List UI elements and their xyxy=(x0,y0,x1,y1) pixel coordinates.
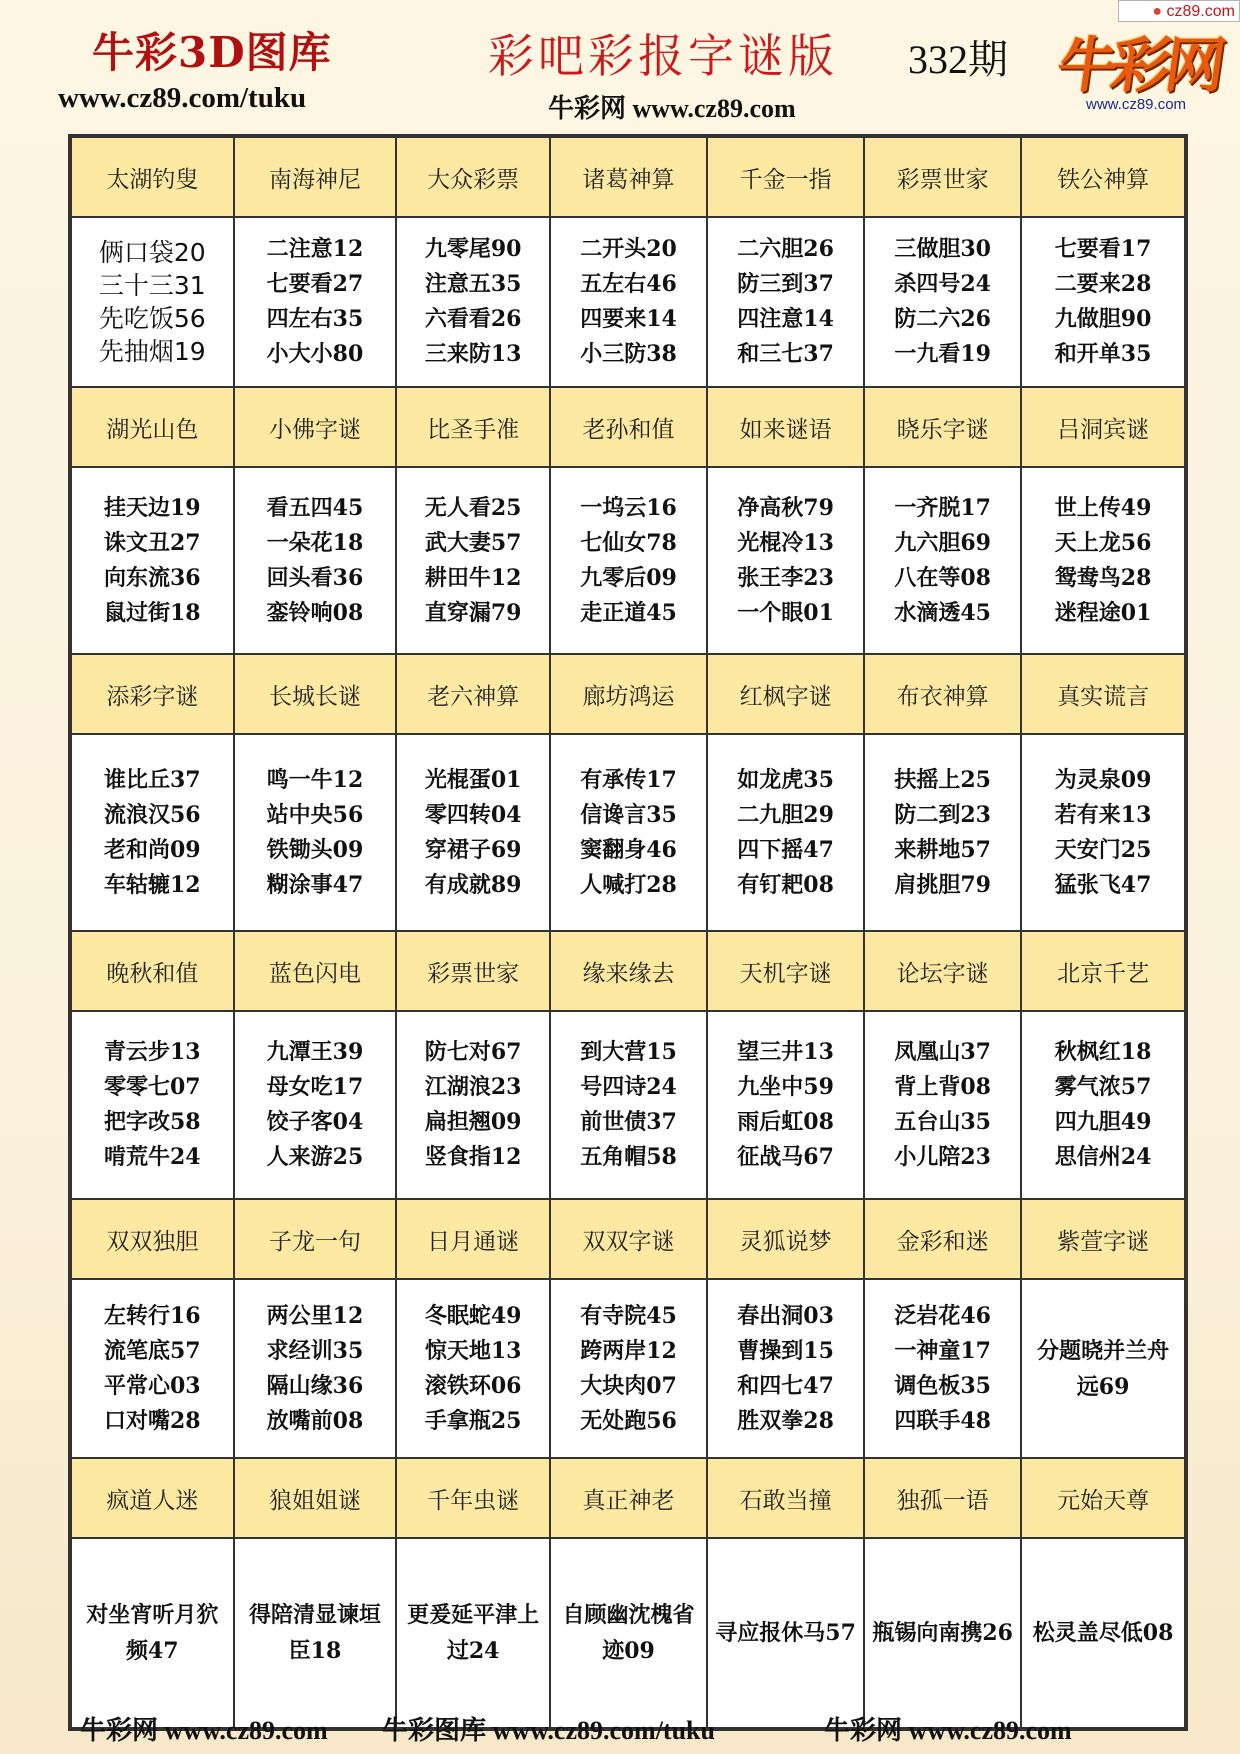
riddle-line: 雨后虹08 xyxy=(737,1109,834,1135)
riddle-line: 防二六26 xyxy=(894,306,991,332)
riddle-line: 春出洞03 xyxy=(737,1302,834,1329)
cell-content xyxy=(234,1538,397,1728)
site-url-link[interactable]: www.cz89.com/tuku xyxy=(58,82,307,114)
cell-title: 元始天尊 xyxy=(1021,1458,1185,1538)
riddle-line: 得陪清显谏垣 xyxy=(248,1602,381,1628)
riddle-line: 手拿瓶25 xyxy=(424,1407,522,1434)
cell-content xyxy=(71,1279,234,1458)
cell-title: 小佛字谜 xyxy=(234,387,397,467)
riddle-line: 啃荒牛24 xyxy=(104,1144,201,1170)
riddle-line: 防三到37 xyxy=(737,271,834,297)
cell-title: 如来谜语 xyxy=(707,387,864,467)
riddle-line: 跨两岸12 xyxy=(580,1337,677,1364)
cell-title: 灵狐说梦 xyxy=(707,1199,864,1279)
cell-title: 疯道人迷 xyxy=(71,1458,234,1538)
riddle-line: 八在等08 xyxy=(894,564,991,591)
cell-title: 石敢当撞 xyxy=(707,1458,864,1538)
cell-content xyxy=(234,467,397,654)
riddle-line: 九潭王39 xyxy=(266,1039,364,1065)
riddle-line: 平常心03 xyxy=(104,1372,201,1399)
footer-left[interactable] xyxy=(80,1710,328,1747)
riddle-line: 秋枫红18 xyxy=(1054,1039,1152,1065)
cell-title: 铁公神算 xyxy=(1021,137,1185,217)
footer-middle-url: www.cz89.com/tuku xyxy=(492,1716,715,1745)
footer-middle[interactable] xyxy=(382,1710,715,1747)
riddle-line: 二九胆29 xyxy=(737,801,834,828)
riddle-line: 世上传49 xyxy=(1054,494,1152,521)
footer-right-url: www.cz89.com xyxy=(908,1716,1072,1745)
riddle-line: 分题晓并兰舟 xyxy=(1037,1337,1170,1364)
riddle-line: 四要来14 xyxy=(580,306,677,332)
cell-title: 老孙和值 xyxy=(550,387,707,467)
riddle-line: 向东流36 xyxy=(104,564,201,591)
content-row xyxy=(71,734,1185,931)
riddle-line: 杀四号24 xyxy=(894,271,991,297)
footer-left-url: www.cz89.com xyxy=(164,1716,328,1745)
riddle-line: 一个眼01 xyxy=(737,599,834,626)
riddle-line: 前世债37 xyxy=(580,1109,677,1135)
riddle-line: 一齐脱17 xyxy=(894,494,991,521)
riddle-line: 直穿漏79 xyxy=(424,599,522,626)
cell-title: 北京千艺 xyxy=(1021,931,1185,1011)
logo-url: www.cz89.com xyxy=(1086,96,1187,113)
riddle-line: 有寺院45 xyxy=(580,1302,677,1329)
cell-content xyxy=(1021,1279,1185,1458)
cell-content xyxy=(550,1538,707,1728)
riddle-line: 诛文丑27 xyxy=(104,529,201,556)
cell-title: 长城长谜 xyxy=(234,654,397,734)
cell-content xyxy=(1021,1011,1185,1199)
riddle-line: 和三七37 xyxy=(737,341,834,367)
riddle-line: 迹09 xyxy=(602,1638,655,1664)
riddle-line: 零零七07 xyxy=(104,1074,201,1100)
riddle-grid xyxy=(68,134,1188,1731)
riddle-line: 放嘴前08 xyxy=(266,1407,364,1434)
riddle-line: 冬眠蛇49 xyxy=(424,1302,522,1329)
cell-content xyxy=(396,467,550,654)
cell-title: 添彩字谜 xyxy=(71,654,234,734)
header-sub-url[interactable]: 牛彩网 www.cz89.com xyxy=(548,94,796,123)
riddle-line: 糊涂事47 xyxy=(266,871,364,898)
cell-title: 彩票世家 xyxy=(396,931,550,1011)
riddle-line: 耕田牛12 xyxy=(424,564,522,591)
riddle-line: 流浪汉56 xyxy=(104,801,201,828)
riddle-line: 四左右35 xyxy=(266,306,364,332)
riddle-line: 无处跑56 xyxy=(580,1407,677,1434)
logo-tag-text: cz89.com xyxy=(1166,3,1235,20)
riddle-line: 和四七47 xyxy=(737,1372,834,1399)
riddle-line: 一神童17 xyxy=(894,1337,991,1364)
riddle-line: 九零后09 xyxy=(580,564,677,591)
riddle-line: 一九看19 xyxy=(894,341,991,367)
content-row xyxy=(71,217,1185,387)
riddle-line: 调色板35 xyxy=(894,1372,991,1399)
riddle-line: 九六胆69 xyxy=(894,529,991,556)
riddle-line: 若有来13 xyxy=(1054,801,1152,828)
riddle-line: 防七对67 xyxy=(424,1039,522,1065)
riddle-line: 瓶锡向南携26 xyxy=(872,1620,1013,1646)
riddle-line: 为灵泉09 xyxy=(1054,766,1152,793)
cell-content xyxy=(234,1011,397,1199)
cell-content xyxy=(71,1011,234,1199)
riddle-line: 思信州24 xyxy=(1054,1144,1152,1170)
footer-right[interactable] xyxy=(824,1710,1072,1747)
site-logo[interactable] xyxy=(1046,12,1232,122)
riddle-line: 鸳鸯鸟28 xyxy=(1054,564,1152,591)
cell-title: 比圣手准 xyxy=(396,387,550,467)
cell-content xyxy=(396,1011,550,1199)
cell-content xyxy=(707,467,864,654)
cell-content xyxy=(234,734,397,931)
cell-content xyxy=(550,467,707,654)
riddle-line: 先吃饭56 xyxy=(98,304,206,333)
riddle-line: 到大营15 xyxy=(580,1039,677,1065)
cell-title: 子龙一句 xyxy=(234,1199,397,1279)
riddle-line: 背上背08 xyxy=(894,1074,991,1100)
riddle-line: 迷程途01 xyxy=(1054,599,1152,626)
cell-content xyxy=(1021,217,1185,387)
cell-content xyxy=(1021,734,1185,931)
riddle-line: 三做胆30 xyxy=(894,236,991,262)
cell-title: 布衣神算 xyxy=(864,654,1021,734)
cell-content xyxy=(1021,1538,1185,1728)
riddle-line: 有成就89 xyxy=(424,871,522,898)
riddle-line: 张王李23 xyxy=(737,564,834,591)
cell-content xyxy=(71,1538,234,1728)
riddle-line: 四联手48 xyxy=(894,1407,991,1434)
riddle-line: 先抽烟19 xyxy=(98,337,206,366)
riddle-line: 三来防13 xyxy=(424,341,522,367)
riddle-line: 防二到23 xyxy=(894,801,991,828)
riddle-line: 天上龙56 xyxy=(1054,529,1152,556)
cell-title: 南海神尼 xyxy=(234,137,397,217)
riddle-line: 人喊打28 xyxy=(580,871,677,898)
header-row xyxy=(71,137,1185,217)
riddle-line: 四注意14 xyxy=(737,306,834,332)
document-title: 彩吧彩报字谜版 xyxy=(488,29,838,83)
cell-title: 日月通谜 xyxy=(396,1199,550,1279)
riddle-line: 信谗言35 xyxy=(580,801,677,828)
riddle-line: 谁比丘37 xyxy=(104,766,201,793)
cell-title: 湖光山色 xyxy=(71,387,234,467)
riddle-line: 口对嘴28 xyxy=(104,1407,201,1434)
riddle-table xyxy=(70,136,1186,1729)
riddle-line: 穿裙子69 xyxy=(424,836,522,863)
riddle-line: 四下摇47 xyxy=(737,836,834,863)
cell-title: 狼姐姐谜 xyxy=(234,1458,397,1538)
cell-title: 独孤一语 xyxy=(864,1458,1021,1538)
cell-title: 双双独胆 xyxy=(71,1199,234,1279)
riddle-line: 七仙女78 xyxy=(580,529,677,556)
riddle-line: 胜双拳28 xyxy=(737,1407,834,1434)
riddle-line: 臣18 xyxy=(288,1638,342,1664)
riddle-line: 小儿陪23 xyxy=(894,1144,991,1170)
riddle-line: 走正道45 xyxy=(580,599,677,626)
riddle-line: 小大小80 xyxy=(266,341,364,367)
riddle-line: 更爰延平津上 xyxy=(407,1602,540,1628)
riddle-line: 鸣一牛12 xyxy=(266,766,364,793)
riddle-line: 母女吃17 xyxy=(266,1074,364,1100)
riddle-line: 大块肉07 xyxy=(580,1372,677,1399)
riddle-line: 四九胆49 xyxy=(1054,1109,1152,1135)
riddle-line: 老和尚09 xyxy=(104,836,201,863)
riddle-line: 两公里12 xyxy=(266,1302,364,1329)
riddle-line: 挂天边19 xyxy=(104,494,201,521)
cell-content xyxy=(707,734,864,931)
riddle-line: 远69 xyxy=(1076,1373,1130,1400)
riddle-line: 雾气浓57 xyxy=(1054,1074,1152,1100)
riddle-line: 松灵盖尽低08 xyxy=(1032,1620,1174,1646)
riddle-line: 江湖浪23 xyxy=(424,1074,522,1100)
riddle-line: 滚铁环06 xyxy=(424,1372,522,1399)
riddle-line: 光棍蛋01 xyxy=(424,766,522,793)
riddle-line: 九零尾90 xyxy=(424,236,522,262)
riddle-line: 和开单35 xyxy=(1054,341,1152,367)
cell-title: 太湖钓叟 xyxy=(71,137,234,217)
riddle-line: 如龙虎35 xyxy=(737,766,834,793)
riddle-line: 窦翻身46 xyxy=(580,836,677,863)
header-row xyxy=(71,1199,1185,1279)
riddle-line: 惊天地13 xyxy=(424,1337,522,1364)
riddle-line: 五左右46 xyxy=(580,271,677,297)
riddle-line: 自顾幽沈槐省 xyxy=(562,1602,695,1628)
site-title: 牛彩3D图库 xyxy=(92,28,332,77)
cell-title: 真实谎言 xyxy=(1021,654,1185,734)
riddle-line: 小三防38 xyxy=(580,341,677,367)
riddle-line: 号四诗24 xyxy=(580,1074,677,1100)
cell-title: 老六神算 xyxy=(396,654,550,734)
riddle-line: 一朵花18 xyxy=(266,529,364,556)
cell-title: 廊坊鸿运 xyxy=(550,654,707,734)
cell-content xyxy=(707,1279,864,1458)
riddle-line: 九坐中59 xyxy=(737,1074,834,1100)
cell-title: 晓乐字谜 xyxy=(864,387,1021,467)
riddle-line: 水滴透45 xyxy=(894,599,991,626)
riddle-line: 扶摇上25 xyxy=(894,766,991,793)
cell-title: 真正神老 xyxy=(550,1458,707,1538)
riddle-line: 把字改58 xyxy=(104,1109,201,1135)
cell-content xyxy=(396,1538,550,1728)
cell-content xyxy=(864,217,1021,387)
riddle-line: 有钉耙08 xyxy=(737,871,834,898)
cell-title: 千年虫谜 xyxy=(396,1458,550,1538)
riddle-line: 有承传17 xyxy=(580,766,677,793)
riddle-line: 站中央56 xyxy=(266,801,364,828)
riddle-line: 回头看36 xyxy=(266,564,364,591)
cell-content xyxy=(1021,467,1185,654)
riddle-line: 净高秋79 xyxy=(737,494,834,521)
riddle-line: 对坐宵听月狖 xyxy=(86,1602,219,1628)
cell-content xyxy=(864,467,1021,654)
footer-right-name: 牛彩网 xyxy=(824,1716,903,1746)
cell-title: 论坛字谜 xyxy=(864,931,1021,1011)
riddle-line: 零四转04 xyxy=(424,801,522,828)
riddle-line: 三十三31 xyxy=(98,271,206,300)
cell-title: 蓝色闪电 xyxy=(234,931,397,1011)
content-row xyxy=(71,1538,1185,1728)
content-row xyxy=(71,467,1185,654)
dot-icon: ● xyxy=(1152,3,1167,20)
cell-content xyxy=(550,734,707,931)
header-row xyxy=(71,654,1185,734)
cell-title: 天机字谜 xyxy=(707,931,864,1011)
cell-content xyxy=(707,1011,864,1199)
cell-content xyxy=(396,1279,550,1458)
cell-content xyxy=(234,217,397,387)
cell-title: 诸葛神算 xyxy=(550,137,707,217)
riddle-line: 无人看25 xyxy=(424,494,522,521)
cell-title: 缘来缘去 xyxy=(550,931,707,1011)
cell-content xyxy=(71,734,234,931)
riddle-line: 左转行16 xyxy=(104,1302,201,1329)
riddle-line: 曹操到15 xyxy=(737,1337,834,1364)
riddle-line: 寻应报休马57 xyxy=(715,1620,856,1646)
riddle-line: 鼠过街18 xyxy=(104,599,201,626)
content-row xyxy=(71,1011,1185,1199)
riddle-line: 銮铃响08 xyxy=(266,599,364,626)
cell-content xyxy=(864,1011,1021,1199)
riddle-line: 青云步13 xyxy=(104,1039,201,1065)
riddle-line: 流笔底57 xyxy=(104,1337,201,1364)
header-row xyxy=(71,931,1185,1011)
riddle-line: 二开头20 xyxy=(580,236,677,262)
riddle-line: 铁锄头09 xyxy=(266,836,364,863)
riddle-line: 武大妻57 xyxy=(424,529,522,556)
riddle-line: 二要来28 xyxy=(1054,271,1152,297)
riddle-line: 六看看26 xyxy=(424,306,522,332)
cell-title: 双双字谜 xyxy=(550,1199,707,1279)
logo-text: 牛彩网 xyxy=(1052,31,1225,101)
riddle-line: 光棍冷13 xyxy=(737,529,834,556)
riddle-line: 来耕地57 xyxy=(894,836,991,863)
cell-title: 吕洞宾谜 xyxy=(1021,387,1185,467)
riddle-line: 猛张飞47 xyxy=(1054,871,1152,898)
cell-content xyxy=(396,217,550,387)
cell-content xyxy=(864,734,1021,931)
riddle-line: 天安门25 xyxy=(1054,836,1152,863)
riddle-line: 五台山35 xyxy=(894,1109,991,1135)
cell-content xyxy=(707,217,864,387)
cell-content xyxy=(550,1011,707,1199)
cell-title: 大众彩票 xyxy=(396,137,550,217)
logo-tag xyxy=(1118,0,1240,22)
cell-title: 红枫字谜 xyxy=(707,654,864,734)
header-row xyxy=(71,1458,1185,1538)
riddle-line: 凤凰山37 xyxy=(894,1039,991,1065)
riddle-line: 一坞云16 xyxy=(580,494,677,521)
riddle-line: 过24 xyxy=(446,1638,500,1664)
riddle-line: 人来游25 xyxy=(266,1144,364,1170)
riddle-line: 泛岩花46 xyxy=(894,1302,991,1329)
riddle-line: 九做胆90 xyxy=(1054,306,1152,332)
cell-title: 彩票世家 xyxy=(864,137,1021,217)
riddle-line: 俩口袋20 xyxy=(98,238,206,267)
footer-left-name: 牛彩网 xyxy=(80,1716,159,1746)
content-row xyxy=(71,1279,1185,1458)
riddle-line: 征战马67 xyxy=(737,1144,834,1170)
riddle-line: 望三井13 xyxy=(737,1039,834,1065)
footer-middle-name: 牛彩图库 xyxy=(382,1716,487,1746)
cell-title: 紫萱字谜 xyxy=(1021,1199,1185,1279)
riddle-line: 频47 xyxy=(126,1638,179,1664)
cell-content xyxy=(864,1279,1021,1458)
cell-title: 晚秋和值 xyxy=(71,931,234,1011)
cell-content xyxy=(71,467,234,654)
riddle-line: 求经训35 xyxy=(266,1337,364,1364)
riddle-line: 五角帽58 xyxy=(580,1144,677,1170)
riddle-line: 七要看17 xyxy=(1054,236,1152,262)
cell-content xyxy=(71,217,234,387)
riddle-line: 扁担翘09 xyxy=(424,1109,522,1135)
cell-content xyxy=(550,1279,707,1458)
cell-title: 金彩和迷 xyxy=(864,1199,1021,1279)
riddle-line: 隔山缘36 xyxy=(266,1372,364,1399)
issue-number: 332期 xyxy=(908,37,1008,82)
cell-content xyxy=(396,734,550,931)
riddle-line: 二注意12 xyxy=(266,236,364,262)
cell-title: 千金一指 xyxy=(707,137,864,217)
cell-content xyxy=(864,1538,1021,1728)
cell-content xyxy=(707,1538,864,1728)
header-row xyxy=(71,387,1185,467)
cell-content xyxy=(550,217,707,387)
riddle-line: 车轱辘12 xyxy=(104,871,201,898)
riddle-line: 竖食指12 xyxy=(424,1144,522,1170)
riddle-line: 二六胆26 xyxy=(737,236,834,262)
riddle-line: 注意五35 xyxy=(424,271,522,297)
cell-content xyxy=(234,1279,397,1458)
riddle-line: 七要看27 xyxy=(266,271,364,297)
riddle-line: 饺子客04 xyxy=(266,1109,364,1135)
riddle-line: 肩挑胆79 xyxy=(894,871,991,898)
riddle-line: 看五四45 xyxy=(266,494,364,521)
